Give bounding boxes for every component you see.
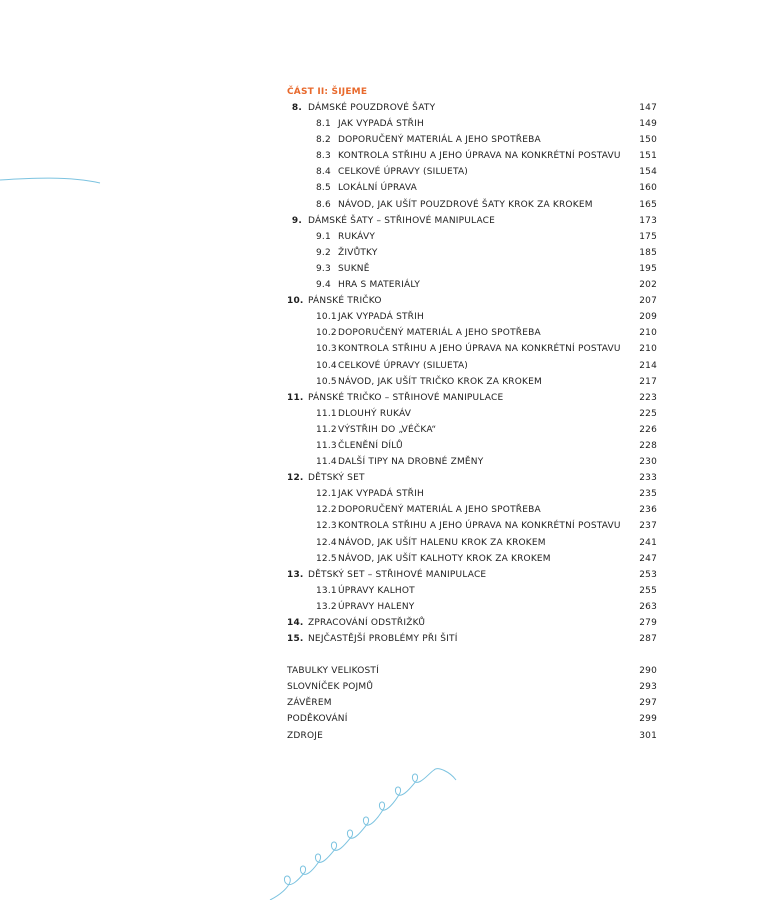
toc-label: ZPRACOVÁNÍ ODSTŘIŽKŮ: [308, 618, 426, 628]
toc-label: ZÁVĚREM: [287, 698, 332, 709]
toc-section-row[interactable]: [287, 358, 657, 374]
toc-page-number: 301: [639, 730, 657, 741]
toc-page-number: 237: [639, 521, 657, 532]
table-of-contents: [287, 84, 657, 744]
toc-extra-row[interactable]: [287, 711, 657, 727]
toc-chapter-row[interactable]: [287, 470, 657, 486]
toc-label: NEJČASTĚJŠÍ PROBLÉMY PŘI ŠITÍ: [308, 634, 458, 645]
toc-page-number: 209: [639, 312, 657, 323]
toc-chapter-row[interactable]: [287, 615, 657, 631]
toc-section-row[interactable]: [287, 518, 657, 534]
toc-extra-row[interactable]: [287, 663, 657, 679]
toc-label: PODĚKOVÁNÍ: [287, 714, 348, 725]
toc-page-number: 241: [639, 537, 657, 548]
toc-page-number: 160: [639, 183, 657, 194]
toc-number: 10.: [287, 296, 304, 307]
toc-section-row[interactable]: [287, 454, 657, 470]
toc-number: 12.5: [316, 553, 337, 564]
toc-number: 8.3: [316, 151, 331, 162]
toc-number: 8.2: [316, 135, 331, 146]
toc-number: 15.: [287, 634, 304, 645]
toc-page-number: 230: [639, 457, 657, 468]
toc-chapter-row[interactable]: [287, 567, 657, 583]
toc-label: KONTROLA STŘIHU A JEHO ÚPRAVA NA KONKRÉTNÍ POSTAVU: [338, 151, 621, 162]
toc-label: DOPORUČENÝ MATERIÁL A JEHO SPOTŘEBA: [338, 505, 541, 516]
toc-chapter-row[interactable]: [287, 293, 657, 309]
toc-label: HRA S MATERIÁLY: [338, 280, 421, 291]
toc-section-row[interactable]: [287, 148, 657, 164]
toc-chapter-row[interactable]: [287, 631, 657, 647]
toc-number: 13.2: [316, 601, 337, 612]
toc-label: PÁNSKÉ TRIČKO – STŘIHOVÉ MANIPULACE: [308, 392, 504, 403]
toc-page-number: 210: [639, 328, 657, 339]
toc-label: DLOUHÝ RUKÁV: [338, 408, 412, 419]
toc-chapter-row[interactable]: [287, 100, 657, 116]
toc-label: KONTROLA STŘIHU A JEHO ÚPRAVA NA KONKRÉTNÍ POSTAVU: [338, 521, 621, 532]
toc-label: CELKOVÉ ÚPRAVY (SILUETA): [338, 167, 469, 178]
toc-number: 9.3: [316, 263, 331, 274]
toc-section-row[interactable]: [287, 325, 657, 341]
toc-section-row[interactable]: [287, 132, 657, 148]
toc-number: 11.4: [316, 457, 337, 468]
toc-label: ZDROJE: [287, 730, 323, 741]
toc-section-row[interactable]: [287, 535, 657, 551]
toc-page-number: 195: [639, 263, 657, 274]
toc-number: 13.: [287, 569, 304, 580]
toc-number: 9.4: [316, 280, 331, 291]
toc-label: ÚPRAVY HALENY: [338, 601, 415, 612]
toc-number: 10.3: [316, 344, 337, 355]
toc-label: VÝSTŘIH DO „VÉČKA“: [338, 424, 437, 435]
toc-number: 10.2: [316, 328, 337, 339]
toc-label: TABULKY VELIKOSTÍ: [287, 666, 379, 677]
toc-page-number: 173: [639, 215, 657, 226]
toc-section-row[interactable]: [287, 422, 657, 438]
toc-section-row[interactable]: [287, 583, 657, 599]
toc-number: 13.1: [316, 585, 337, 596]
toc-page-number: 299: [639, 714, 657, 725]
toc-label: DÁMSKÉ POUZDROVÉ ŠATY: [308, 103, 436, 113]
part-title: ČÁST II: ŠIJEME: [287, 87, 368, 97]
toc-label: DĚTSKÝ SET – STŘIHOVÉ MANIPULACE: [308, 569, 487, 580]
toc-page-number: 228: [639, 440, 657, 451]
toc-label: ČLENĚNÍ DÍLŮ: [338, 440, 403, 451]
toc-page-number: 154: [639, 167, 657, 178]
toc-page-number: 149: [639, 119, 657, 130]
toc-page-number: 147: [639, 103, 657, 113]
toc-section-row[interactable]: [287, 406, 657, 422]
toc-page-number: 253: [639, 569, 657, 580]
toc-label: NÁVOD, JAK UŠÍT POUZDROVÉ ŠATY KROK ZA KROKEM: [338, 199, 593, 210]
toc-number: 12.1: [316, 489, 337, 500]
toc-section-row[interactable]: [287, 599, 657, 615]
toc-page-number: 290: [639, 666, 657, 677]
toc-number: 8.5: [316, 183, 331, 194]
toc-label: JAK VYPADÁ STŘIH: [338, 489, 424, 500]
toc-label: ÚPRAVY KALHOT: [338, 585, 415, 596]
toc-label: SUKNĚ: [338, 263, 370, 274]
toc-section-row[interactable]: [287, 486, 657, 502]
toc-extras: [287, 663, 657, 743]
toc-label: SLOVNÍČEK POJMŮ: [287, 682, 374, 693]
toc-section-row[interactable]: [287, 309, 657, 325]
toc-number: 12.2: [316, 505, 337, 516]
toc-page-number: 217: [639, 376, 657, 387]
toc-section-row[interactable]: [287, 438, 657, 454]
toc-extra-row[interactable]: [287, 679, 657, 695]
toc-number: 14.: [287, 618, 304, 628]
toc-number: 8.1: [316, 119, 331, 130]
thread-loops: [270, 769, 456, 900]
toc-number: 9.: [291, 215, 302, 226]
toc-page-number: 175: [639, 231, 657, 242]
toc-page-number: 287: [639, 634, 657, 645]
toc-label: NÁVOD, JAK UŠÍT HALENU KROK ZA KROKEM: [338, 537, 546, 548]
toc-label: NÁVOD, JAK UŠÍT TRIČKO KROK ZA KROKEM: [338, 376, 542, 387]
toc-section-row[interactable]: [287, 277, 657, 293]
toc-section-row[interactable]: [287, 164, 657, 180]
toc-extra-row[interactable]: [287, 695, 657, 711]
toc-number: 10.1: [316, 312, 337, 323]
toc-section-row[interactable]: [287, 341, 657, 357]
toc-section-row[interactable]: [287, 245, 657, 261]
toc-page-number: 233: [639, 473, 657, 484]
toc-page-number: 293: [639, 682, 657, 693]
toc-label: JAK VYPADÁ STŘIH: [338, 312, 424, 323]
toc-number: 12.4: [316, 537, 337, 548]
toc-label: DOPORUČENÝ MATERIÁL A JEHO SPOTŘEBA: [338, 135, 541, 146]
toc-page-number: 235: [639, 489, 657, 500]
toc-page-number: 165: [639, 199, 657, 210]
toc-number: 10.4: [316, 360, 337, 371]
toc-label: KONTROLA STŘIHU A JEHO ÚPRAVA NA KONKRÉTNÍ POSTAVU: [338, 344, 621, 355]
toc-label: NÁVOD, JAK UŠÍT KALHOTY KROK ZA KROKEM: [338, 553, 551, 564]
toc-section-row[interactable]: [287, 261, 657, 277]
toc-label: DOPORUČENÝ MATERIÁL A JEHO SPOTŘEBA: [338, 328, 541, 339]
toc-page-number: 185: [639, 247, 657, 258]
toc-label: JAK VYPADÁ STŘIH: [338, 119, 424, 130]
toc-number: 12.: [287, 473, 304, 484]
toc-section-row[interactable]: [287, 551, 657, 567]
toc-number: 8.6: [316, 199, 331, 210]
toc-label: LOKÁLNÍ ÚPRAVA: [338, 183, 417, 194]
toc-page-number: 202: [639, 280, 657, 291]
toc-number: 12.3: [316, 521, 337, 532]
toc-number: 11.: [287, 392, 304, 403]
toc-label: CELKOVÉ ÚPRAVY (SILUETA): [338, 360, 469, 371]
toc-number: 9.2: [316, 247, 331, 258]
toc-number: 11.1: [316, 408, 337, 419]
toc-page-number: 151: [639, 151, 657, 162]
toc-number: 11.2: [316, 424, 337, 435]
toc-page-number: 214: [639, 360, 657, 371]
toc-label: RUKÁVY: [338, 231, 376, 242]
toc-page-number: 150: [639, 135, 657, 146]
thread-line-left: [0, 178, 100, 183]
toc-label: ŽIVŮTKY: [338, 247, 378, 258]
toc-page-number: 236: [639, 505, 657, 516]
toc-number: 9.1: [316, 231, 331, 242]
toc-label: PÁNSKÉ TRIČKO: [308, 296, 382, 307]
toc-section-row[interactable]: [287, 197, 657, 213]
toc-number: 11.3: [316, 440, 337, 451]
toc-page-number: 225: [639, 408, 657, 419]
toc-chapter-row[interactable]: [287, 213, 657, 229]
toc-page-number: 207: [639, 296, 657, 307]
toc-label: DALŠÍ TIPY NA DROBNÉ ZMĚNY: [338, 457, 484, 468]
toc-number: 10.5: [316, 376, 337, 387]
toc-extra-row[interactable]: [287, 728, 657, 744]
toc-chapter-row[interactable]: [287, 390, 657, 406]
toc-label: DÁMSKÉ ŠATY – STŘIHOVÉ MANIPULACE: [308, 215, 496, 226]
toc-page-number: 255: [639, 585, 657, 596]
toc-number: 8.: [291, 103, 302, 113]
toc-section-row[interactable]: [287, 374, 657, 390]
toc-section-row[interactable]: [287, 502, 657, 518]
toc-page-number: 263: [639, 601, 657, 612]
toc-page-number: 279: [639, 618, 657, 628]
toc-page-number: 210: [639, 344, 657, 355]
toc-entries: [287, 100, 657, 647]
toc-label: DĚTSKÝ SET: [308, 473, 365, 484]
toc-section-row[interactable]: [287, 116, 657, 132]
toc-page-number: 247: [639, 553, 657, 564]
toc-page-number: 223: [639, 392, 657, 403]
toc-section-row[interactable]: [287, 229, 657, 245]
toc-section-row[interactable]: [287, 180, 657, 196]
toc-page-number: 297: [639, 698, 657, 709]
toc-page-number: 226: [639, 424, 657, 435]
toc-number: 8.4: [316, 167, 331, 178]
